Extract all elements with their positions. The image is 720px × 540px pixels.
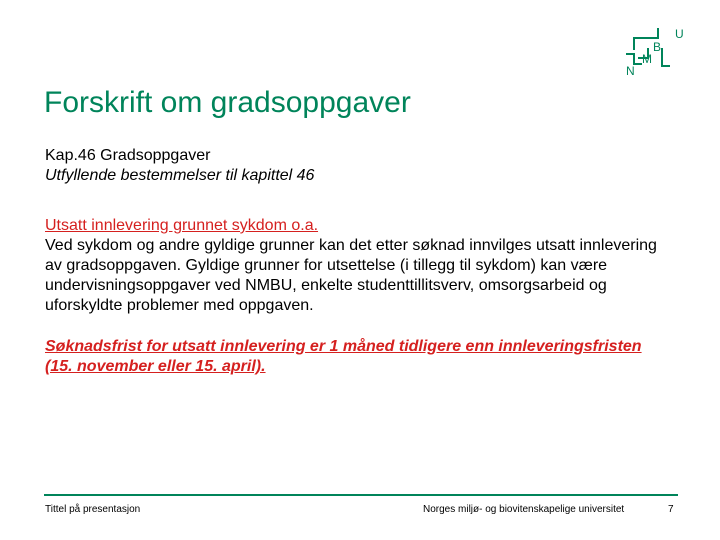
section-body: Ved sykdom og andre gyldige grunner kan det etter søknad innvilges utsatt innlevering av gradsoppgaven. Gyldige grunner for utsettelse (i tillegg til sykdom) kan være undervisningsoppgaver ved NMBU, enkelte studenttillitsverv, omsorgsarbeid og uforskyldte problemer med oppgaven. (45, 237, 657, 314)
section-title: Utsatt innlevering grunnet sykdom o.a. (45, 217, 319, 234)
slide-title: Forskrift om gradsoppgaver (44, 86, 411, 119)
svg-text:B: B (653, 40, 662, 54)
svg-text:N: N (626, 64, 635, 78)
svg-text:M: M (642, 52, 652, 66)
footer-presentation-title: Tittel på presentasjon (45, 504, 141, 515)
spacer (45, 186, 665, 216)
deadline-note: Søknadsfrist for utsatt innlevering er 1 måned tidligere enn innleveringsfristen (15. november eller 15. april). (45, 338, 642, 375)
slide-content (45, 146, 665, 377)
footer-university-name: Norges miljø- og biovitenskapelige universitet (423, 504, 625, 515)
chapter-heading: Kap.46 Gradsoppgaver (45, 147, 211, 164)
footer-divider (44, 494, 678, 496)
svg-text:U: U (675, 27, 684, 41)
chapter-subheading: Utfyllende bestemmelser til kapittel 46 (45, 167, 315, 184)
page-number: 7 (668, 504, 674, 515)
spacer (45, 316, 665, 337)
nmbu-logo (622, 24, 688, 80)
